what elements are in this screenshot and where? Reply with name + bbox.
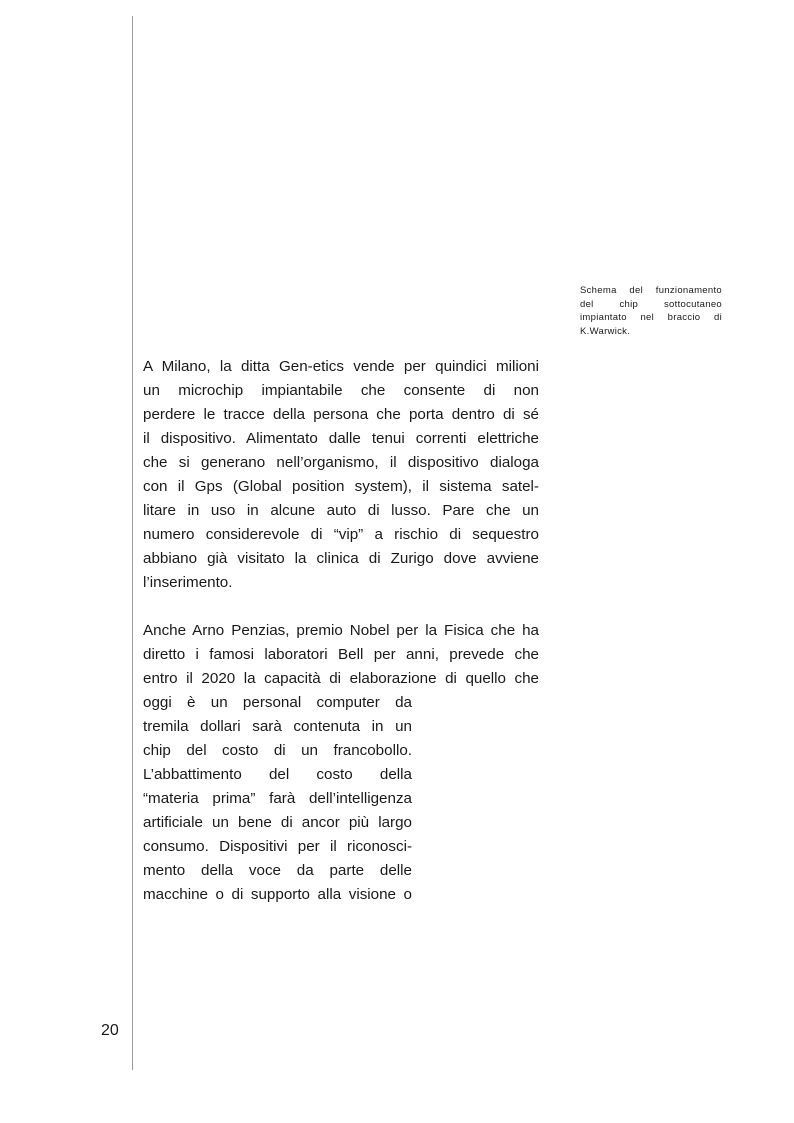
text-line: con il Gps (Global position system), il sistema satel- [143, 478, 539, 495]
text-line: Anche Arno Penzias, premio Nobel per la Fisica che ha [143, 622, 539, 639]
text-line: che si generano nell’organismo, il dispositivo dialoga [143, 454, 539, 471]
text-line: entro il 2020 la capacità di elaborazione di quello che [143, 670, 539, 687]
paragraph-milano [143, 355, 539, 595]
caption-line: impiantato nel braccio di [580, 312, 722, 323]
text-line: mento della voce da parte delle [143, 862, 412, 879]
page-number: 20 [101, 1022, 119, 1039]
text-line: abbiano già visitato la clinica di Zurigo dove avviene [143, 550, 539, 567]
text-line: il dispositivo. Alimentato dalle tenui correnti elettriche [143, 430, 539, 447]
text-line: l’inserimento. [143, 574, 233, 591]
text-line: litare in uso in alcune auto di lusso. Pare che un [143, 502, 539, 519]
paragraph-penzias [143, 619, 539, 907]
figure-caption [580, 284, 722, 338]
caption-line: del chip sottocutaneo [580, 298, 722, 310]
margin-rule [132, 16, 133, 1070]
text-line: diretto i famosi laboratori Bell per anni, prevede che [143, 646, 539, 663]
text-line: numero considerevole di “vip” a rischio di sequestro [143, 526, 539, 543]
text-line: “materia prima” farà dell’intelligenza [143, 790, 412, 807]
text-line: perdere le tracce della persona che porta dentro di sé [143, 406, 539, 423]
text-line: A Milano, la ditta Gen-etics vende per quindici milioni [143, 358, 539, 375]
text-line: macchine o di supporto alla visione o [143, 886, 412, 903]
text-line: un microchip impiantabile che consente di non [143, 382, 539, 399]
text-line: tremila dollari sarà contenuta in un [143, 718, 412, 735]
caption-line: Schema del funzionamento [580, 285, 722, 296]
text-line: oggi è un personal computer da [143, 694, 412, 711]
text-line: consumo. Dispositivi per il riconosci- [143, 838, 412, 855]
text-line: artificiale un bene di ancor più largo [143, 814, 412, 831]
text-line: L’abbattimento del costo della [143, 766, 412, 783]
caption-line: K.Warwick. [580, 325, 631, 337]
text-line: chip del costo di un francobollo. [143, 742, 412, 759]
